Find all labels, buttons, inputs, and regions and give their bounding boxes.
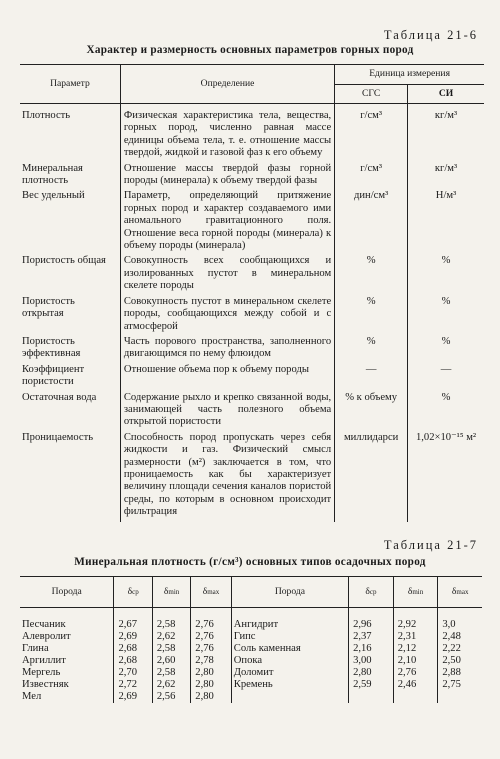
param-cell: Проницаемость: [22, 431, 94, 443]
definition-cell: Физическая характеристика тела, вещества, горных пород, численно равная массе единицы объема тела, т. е. отношение массы твердой, жидкой и газовой фаз к его объему: [120, 110, 334, 163]
param-cell: Пористость эффективная: [22, 335, 81, 360]
rock-name: Опока: [231, 655, 348, 667]
header-dmax-left: δmax: [191, 577, 231, 608]
cgs-unit-cell: % к объему: [335, 392, 408, 432]
header-si: СИ: [408, 85, 484, 104]
rock-name: Соль каменная: [231, 643, 348, 655]
definition-cell: Совокупность пустот в минеральном скелете породы, сообщающихся между собой и с атмосферой: [120, 296, 334, 336]
rock-name: Известняк: [22, 679, 69, 690]
definition-cell: Часть порового пространства, заполненного двигающимся по нему флюидом: [120, 336, 334, 364]
si-unit-cell: %: [441, 295, 451, 307]
header-dcp-right: δср: [349, 577, 394, 608]
density-min: 2,76: [393, 667, 438, 679]
density-row: [20, 655, 482, 667]
density-max: 2,80: [191, 667, 231, 679]
density-row: [20, 679, 482, 691]
density-table: [20, 576, 482, 703]
si-unit-cell: %: [441, 391, 451, 403]
density-min: 2,60: [152, 655, 190, 667]
density-avg: 2,96: [349, 608, 394, 632]
si-unit-cell: Н/м³: [435, 190, 457, 202]
parameter-row: [20, 163, 484, 191]
si-unit-cell: кг/м³: [434, 110, 458, 121]
rock-name: Гипс: [231, 631, 348, 643]
density-max: 2,76: [191, 608, 231, 632]
density-row: [20, 608, 482, 632]
density-avg: [349, 691, 394, 703]
density-max: 3,0: [438, 608, 482, 632]
rock-name: Аргиллит: [22, 655, 66, 666]
rock-name: Доломит: [231, 667, 348, 679]
si-unit-cell: %: [441, 255, 451, 267]
cgs-unit-cell: %: [335, 296, 408, 336]
header-rock-right: Порода: [231, 577, 348, 608]
density-max: 2,48: [438, 631, 482, 643]
rock-name: Кремень: [231, 679, 348, 691]
definition-cell: Совокупность всех сообщающихся и изолированных пустот в минеральном скелете породы: [120, 255, 334, 295]
rock-name: Глина: [22, 643, 49, 654]
density-min: 2,56: [152, 691, 190, 703]
rock-name: Мергель: [22, 667, 61, 678]
rock-name: [231, 691, 348, 703]
table-21-7-number: Таблица 21-7: [383, 538, 478, 552]
cgs-unit-cell: г/см³: [335, 110, 408, 163]
density-max: 2,76: [191, 631, 231, 643]
header-dmin-left: δmin: [152, 577, 190, 608]
param-cell: Пористость общая: [22, 255, 106, 267]
rock-name: Мел: [22, 691, 42, 702]
parameter-row: [20, 296, 484, 336]
param-cell: Плотность: [22, 110, 71, 121]
density-avg: 2,16: [349, 643, 394, 655]
density-row: [20, 643, 482, 655]
density-min: 2,62: [152, 631, 190, 643]
cgs-unit-cell: г/см³: [335, 163, 408, 191]
density-max: 2,50: [438, 655, 482, 667]
density-avg: 2,69: [114, 691, 152, 703]
density-max: 2,76: [191, 643, 231, 655]
header-unit: Единица измерения: [335, 65, 484, 85]
si-unit-cell: 1,02×10⁻¹⁵ м²: [415, 431, 477, 443]
header-rock-left: Порода: [20, 577, 114, 608]
density-max: 2,80: [191, 691, 231, 703]
density-max: 2,75: [438, 679, 482, 691]
parameter-row: [20, 364, 484, 392]
cgs-unit-cell: —: [335, 364, 408, 392]
parameter-row: [20, 255, 484, 295]
density-avg: 2,70: [114, 667, 152, 679]
density-min: [393, 691, 438, 703]
header-dmin-right: δmin: [393, 577, 438, 608]
table-21-6-number: Таблица 21-6: [383, 28, 478, 42]
param-cell: Вес удельный: [22, 190, 85, 202]
density-max: 2,88: [438, 667, 482, 679]
density-avg: 2,68: [114, 643, 152, 655]
density-row: [20, 631, 482, 643]
density-avg: 2,67: [114, 608, 152, 632]
header-definition: Определение: [120, 65, 334, 104]
param-cell: Коэффициент пористости: [22, 363, 85, 388]
density-avg: 2,80: [349, 667, 394, 679]
density-avg: 2,69: [114, 631, 152, 643]
parameter-row: [20, 392, 484, 432]
density-min: 2,10: [393, 655, 438, 667]
header-dcp-left: δср: [114, 577, 152, 608]
definition-cell: Содержание рыхло и крепко связанной воды, занимающей часть полезного объема открытой пористости: [120, 392, 334, 432]
param-cell: Пористость открытая: [22, 295, 75, 320]
density-min: 2,58: [152, 667, 190, 679]
definition-cell: Способность пород пропускать через себя жидкости и газ. Физический смысл размерности (м²) заключается в том, что проницаемость как бы характеризует величину площади сечения каналов пористой среды, по которым в основном происходит фильтрация: [120, 432, 334, 522]
parameter-row: [20, 190, 484, 255]
density-avg: 2,68: [114, 655, 152, 667]
si-unit-cell: —: [440, 363, 452, 375]
definition-cell: Отношение массы твердой фазы горной породы (минерала) к объему твердой фазы: [120, 163, 334, 191]
table-21-7-title: Минеральная плотность (г/см³) основных типов осадочных пород: [74, 556, 426, 568]
density-avg: 2,72: [114, 679, 152, 691]
density-avg: 2,59: [349, 679, 394, 691]
density-min: 2,92: [393, 608, 438, 632]
density-min: 2,58: [152, 643, 190, 655]
cgs-unit-cell: миллидарси: [335, 432, 408, 522]
rock-name: Ангидрит: [231, 608, 348, 632]
si-unit-cell: кг/м³: [434, 162, 458, 174]
cgs-unit-cell: %: [335, 255, 408, 295]
table-21-6-title: Характер и размерность основных параметров горных пород: [86, 44, 414, 56]
density-min: 2,62: [152, 679, 190, 691]
rock-name: Песчаник: [22, 619, 66, 630]
definition-cell: Отношение объема пор к объему породы: [120, 364, 334, 392]
header-dmax-right: δmax: [438, 577, 482, 608]
density-min: 2,46: [393, 679, 438, 691]
density-row: [20, 667, 482, 679]
si-unit-cell: %: [441, 335, 451, 347]
parameter-row: [20, 432, 484, 522]
cgs-unit-cell: дин/см³: [335, 190, 408, 255]
rock-name: Алевролит: [22, 631, 71, 642]
parameter-row: [20, 110, 484, 163]
density-max: [438, 691, 482, 703]
param-cell: Остаточная вода: [22, 391, 97, 403]
density-min: 2,31: [393, 631, 438, 643]
parameters-table: [20, 64, 484, 522]
density-row: [20, 691, 482, 703]
header-cgs: СГС: [335, 85, 408, 104]
density-max: 2,22: [438, 643, 482, 655]
density-max: 2,80: [191, 679, 231, 691]
definition-cell: Параметр, определяющий притяжение горных пород и характер создаваемого ими аномального гравитационного поля. Отношение веса горной породы (минерала) к объему породы (минерала): [120, 190, 334, 255]
density-min: 2,12: [393, 643, 438, 655]
parameter-row: [20, 336, 484, 364]
density-min: 2,58: [152, 608, 190, 632]
cgs-unit-cell: %: [335, 336, 408, 364]
density-avg: 2,37: [349, 631, 394, 643]
density-max: 2,78: [191, 655, 231, 667]
density-avg: 3,00: [349, 655, 394, 667]
param-cell: Минеральная плотность: [22, 162, 83, 187]
header-param: Параметр: [20, 65, 120, 104]
